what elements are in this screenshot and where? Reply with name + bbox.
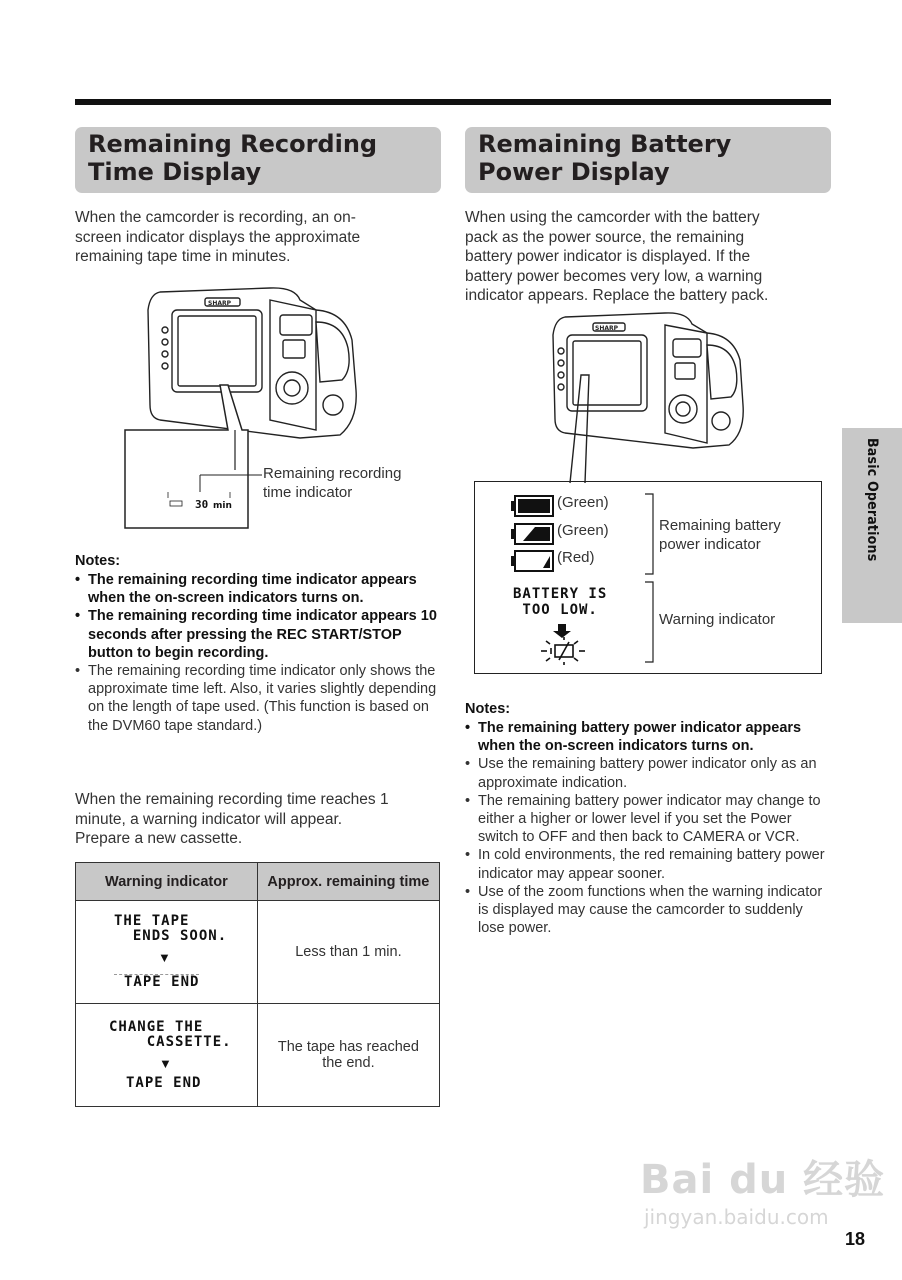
intro-line: remaining tape time in minutes. xyxy=(75,248,291,265)
lcd-line: CASSETTE. xyxy=(109,1033,232,1050)
section-side-tab xyxy=(842,428,902,623)
lcd-battery-msg: TOO LOW. xyxy=(513,602,598,618)
intro-line: When the camcorder is recording, an on- xyxy=(75,209,356,226)
note-item: • The remaining recording time indicator appears 10 seconds after pressing the REC START/STOP button to begin recording. xyxy=(75,607,440,662)
lcd-line: THE TAPE xyxy=(114,913,190,929)
warning-indicator-label: Warning indicator xyxy=(659,611,776,628)
warning-indicator-cell xyxy=(76,1004,258,1107)
note-item: • Use of the zoom functions when the warning indicator is displayed may cause the camcorder to suddenly lose power. xyxy=(465,883,830,938)
callout-line: Remaining recording xyxy=(263,465,402,482)
time-line: The tape has reached xyxy=(277,1039,419,1055)
table-row xyxy=(76,1004,440,1107)
intro-line: pack as the power source, the remaining xyxy=(465,228,745,246)
para-line: minute, a warning indicator will appear. xyxy=(75,810,343,828)
label-line: Remaining battery xyxy=(659,517,781,534)
notes-list-battery xyxy=(465,719,830,937)
warning-indicator-cell xyxy=(76,901,258,1004)
note-item: • Use the remaining battery power indicator only as an approximate indication. xyxy=(465,755,830,791)
intro-line: battery power becomes very low, a warning xyxy=(465,267,763,285)
warning-table xyxy=(75,862,440,1107)
brand-logo: SHARP xyxy=(595,325,619,332)
note-item: • In cold environments, the red remaining battery power indicator may appear sooner. xyxy=(465,846,830,882)
down-arrow-icon: ▼ xyxy=(159,1055,172,1071)
brand-logo: SHARP xyxy=(208,300,232,307)
time-line: the end. xyxy=(322,1055,375,1071)
section-title-recording-time xyxy=(75,127,441,193)
watermark-url: jingyan.baidu.com xyxy=(644,1205,829,1229)
remaining-time-cell xyxy=(257,1004,439,1107)
battery-indicator-label xyxy=(659,516,781,554)
battery-indicator-box xyxy=(474,481,822,674)
note-item: • The remaining recording time indicator only shows the approximate time left. Also, it varies slightly depending on the length of tape used. (This function is based on the DVM60 tape standard.) xyxy=(75,662,440,735)
battery-level-label: (Green) xyxy=(557,494,609,511)
intro-recording xyxy=(75,208,445,267)
callout-remaining-recording xyxy=(263,464,401,502)
intro-battery xyxy=(465,208,835,306)
table-row xyxy=(76,901,440,1004)
remaining-time-cell: Less than 1 min. xyxy=(257,901,439,1004)
intro-line: screen indicator displays the approximate xyxy=(75,228,361,246)
battery-icons xyxy=(475,482,823,675)
top-rule xyxy=(75,99,831,105)
section-title-battery xyxy=(465,127,831,193)
battery-level-label: (Green) xyxy=(557,522,609,539)
side-tab-label: Basic Operations xyxy=(864,438,880,562)
lcd-time-value: 30 xyxy=(195,498,209,511)
title-line: Power Display xyxy=(478,158,670,186)
title-line: Remaining Recording xyxy=(88,130,378,158)
lcd-time-unit: min xyxy=(213,501,232,511)
lcd-tape-end: TAPE END xyxy=(126,1074,202,1091)
lcd-battery-msg: BATTERY IS xyxy=(513,586,608,602)
down-arrow-icon: ▼ xyxy=(158,950,171,965)
note-item: • The remaining battery power indicator appears when the on-screen indicators turns on. xyxy=(465,719,830,755)
note-item: • The remaining battery power indicator may change to either a higher or lower level if you set the Power switch to OFF and then back to CAMERA or VCR. xyxy=(465,792,830,847)
note-item: • The remaining recording time indicator appears when the on-screen indicators turns on. xyxy=(75,571,440,607)
intro-line: When using the camcorder with the battery xyxy=(465,209,760,226)
title-line: Remaining Battery xyxy=(478,130,732,158)
para-line: Prepare a new cassette. xyxy=(75,830,243,847)
lcd-tape-end-blinking: TAPE END xyxy=(114,974,199,990)
warning-paragraph xyxy=(75,790,445,849)
camcorder-illustration xyxy=(535,305,755,485)
intro-line: battery power indicator is displayed. If the xyxy=(465,248,751,265)
notes-list-recording xyxy=(75,571,440,735)
notes-heading: Notes: xyxy=(465,701,511,717)
lcd-line: ENDS SOON. xyxy=(114,928,228,944)
lcd-line: CHANGE THE xyxy=(109,1018,204,1035)
callout-line: time indicator xyxy=(263,484,353,501)
para-line: When the remaining recording time reaches 1 xyxy=(75,791,389,808)
label-line: power indicator xyxy=(659,536,761,553)
battery-level-label: (Red) xyxy=(557,549,595,566)
table-header: Warning indicator xyxy=(76,863,258,901)
title-line: Time Display xyxy=(88,158,262,186)
notes-heading: Notes: xyxy=(75,553,121,569)
table-header: Approx. remaining time xyxy=(257,863,439,901)
watermark-logo: Bai du 经验 xyxy=(640,1157,886,1203)
watermark xyxy=(640,1148,885,1229)
page-number: 18 xyxy=(845,1229,866,1249)
intro-line: indicator appears. Replace the battery pack. xyxy=(465,287,769,304)
